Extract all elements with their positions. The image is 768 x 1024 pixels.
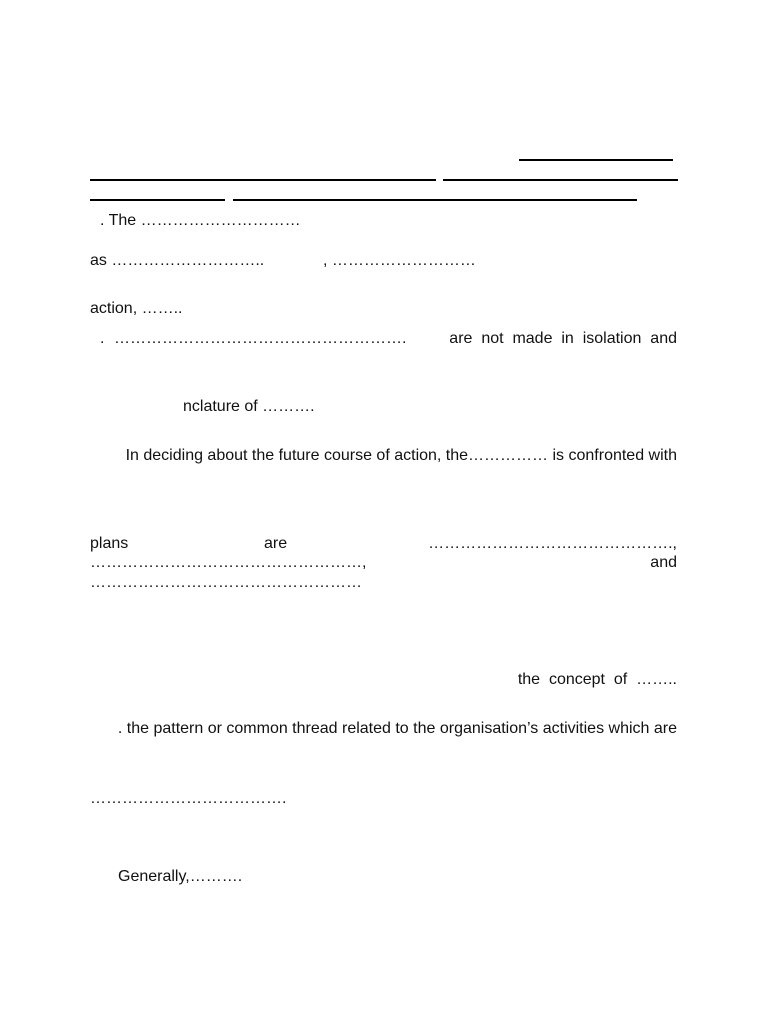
heading-rule-1-right <box>443 179 678 181</box>
text-line-action: action, …….. <box>90 300 183 317</box>
text-line-as-left: as ……………………….. <box>90 252 265 269</box>
text-line-concept: the concept of …….. <box>517 671 677 688</box>
text-line-plans: plans <box>90 535 129 552</box>
text-line-and: and <box>650 554 677 571</box>
text-line-generally: Generally,………. <box>118 868 243 885</box>
text-line-made-right: are not made in isolation and <box>449 330 677 347</box>
text-line-pattern: . the pattern or common thread related to the organisation’s activities which are <box>117 720 677 737</box>
text-line-made-dots: ………………………………………………. <box>114 330 407 347</box>
text-line-as-right: , ……………………… <box>323 252 476 269</box>
text-line-plans-dots: ………………………………………., <box>428 535 677 552</box>
text-line-deciding: In deciding about the future course of action, the…………… is confronted with <box>125 447 677 464</box>
text-line-dots-end: …………………………………………… <box>90 574 362 591</box>
text-line-dots-comma: ……………………………………………, <box>90 554 367 571</box>
heading-rule-top-right <box>519 159 673 161</box>
text-line-the: . The ………………………… <box>100 212 301 229</box>
heading-rule-2-right <box>233 199 637 201</box>
text-line-made-left: . <box>100 330 105 347</box>
text-line-are: are <box>264 535 288 552</box>
text-line-short-dots: ………………………………. <box>90 790 287 807</box>
heading-rule-1-left <box>90 179 436 181</box>
text-line-nclature: nclature of ………. <box>183 398 315 415</box>
heading-rule-2-left <box>90 199 225 201</box>
